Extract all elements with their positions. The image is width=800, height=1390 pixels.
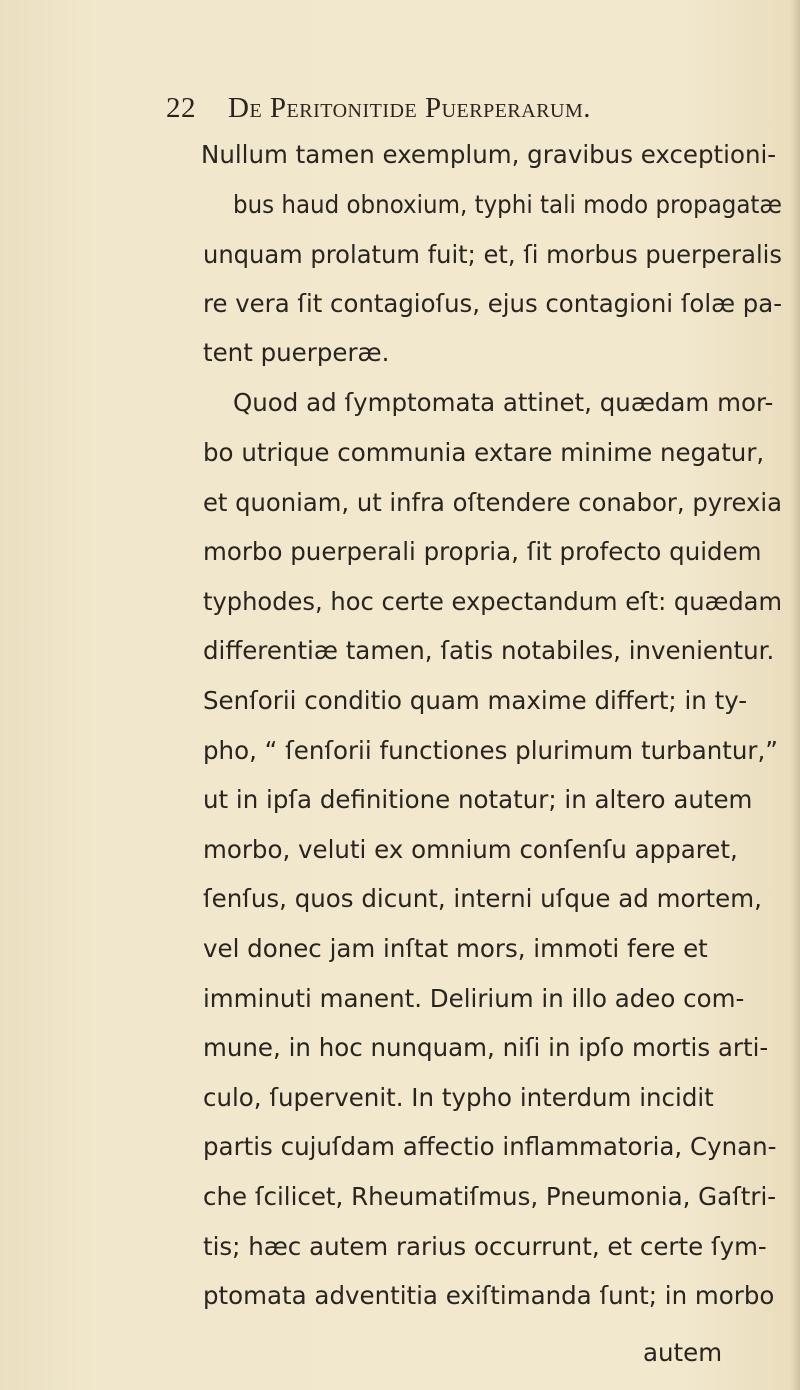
text-line: Quod ad ſymptomata attinet, quædam mor- <box>233 388 774 417</box>
text-line: re vera ſit contagioſus, ejus contagioni ſolæ pa- <box>203 289 782 318</box>
text-line: ſenſus, quos dicunt, interni uſque ad mortem, <box>203 884 762 913</box>
text-line: vel donec jam inſtat mors, immoti fere et <box>203 934 708 963</box>
text-line: imminuti manent. Delirium in illo adeo com- <box>203 984 745 1013</box>
text-line: ptomata adventitia exiſtimanda ſunt; in morbo <box>203 1281 775 1310</box>
text-line: unquam prolatum fuit; et, ſi morbus puerperalis <box>203 240 782 269</box>
running-title: De Peritonitide Puerperarum. <box>228 92 592 124</box>
text-line: typhodes, hoc certe expectandum eſt: quædam <box>203 587 782 616</box>
text-line: che ſcilicet, Rheumatiſmus, Pneumonia, Gaſtri- <box>203 1182 777 1211</box>
text-line: tis; hæc autem rarius occurrunt, et certe ſym- <box>203 1232 767 1261</box>
running-head <box>166 92 591 125</box>
text-line: pho, “ ſenſorii functiones plurimum turbantur,” <box>203 736 778 765</box>
text-line: tent puerperæ. <box>203 338 390 367</box>
text-line: ut in ipſa definitione notatur; in altero autem <box>203 785 753 814</box>
text-line: bus haud obnoxium, typhi tali modo propagatæ <box>233 190 782 219</box>
text-line: bo utrique communia extare minime negatur, <box>203 438 765 467</box>
text-line: partis cujuſdam affectio inflammatoria, Cynan- <box>203 1132 777 1161</box>
text-line: mune, in hoc nunquam, niſi in ipſo mortis arti- <box>203 1033 769 1062</box>
text-line: Senſorii conditio quam maxime differt; in ty- <box>203 686 748 715</box>
text-line: et quoniam, ut infra oſtendere conabor, pyrexia <box>203 488 782 517</box>
text-line: morbo puerperali propria, ſit profecto quidem <box>203 537 762 566</box>
text-line: Nullum tamen exemplum, gravibus exceptioni- <box>201 140 777 169</box>
text-line: differentiæ tamen, ſatis notabiles, invenientur. <box>203 636 775 665</box>
text-line: morbo, veluti ex omnium conſenſu apparet, <box>203 835 738 864</box>
text-line: culo, ſupervenit. In typho interdum incidit <box>203 1083 714 1112</box>
page-edge-shadow <box>790 0 800 1390</box>
page-number: 22 <box>166 92 196 124</box>
catchword: autem <box>643 1338 723 1367</box>
